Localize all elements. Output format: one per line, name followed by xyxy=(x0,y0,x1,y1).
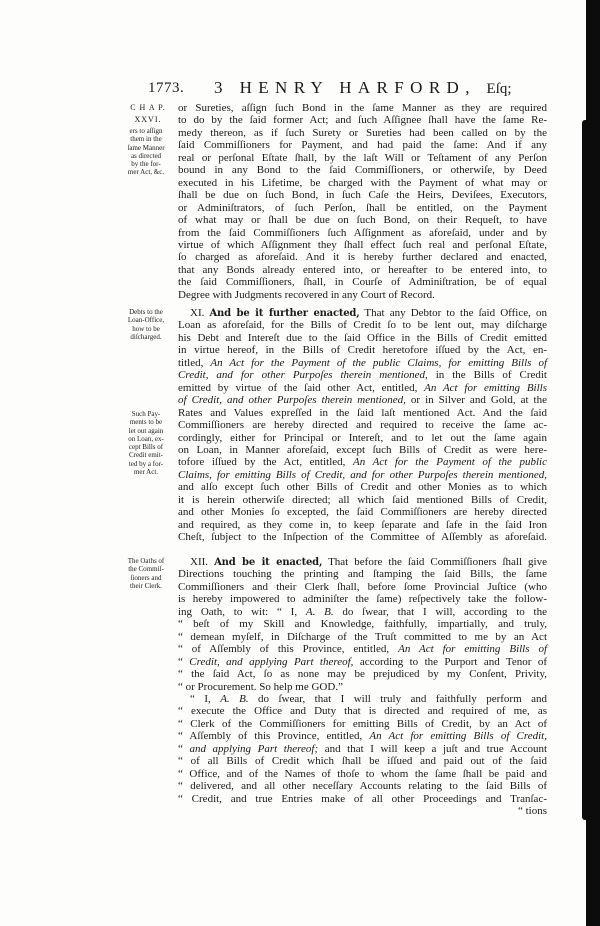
text-run: “ Clerk of the Commiſſioners for emitting Bills of Credit, by an Act of xyxy=(178,717,547,730)
margin-note-line: ſame Manner xyxy=(127,143,165,152)
text-run: ing Oath, to wit: “ I, xyxy=(178,605,306,618)
section-xii-line xyxy=(178,743,547,755)
section-xi-line xyxy=(178,369,547,381)
continuation-line xyxy=(178,276,547,288)
continuation-line xyxy=(178,164,547,176)
section-xii-line xyxy=(178,643,547,655)
page-year: 1773. xyxy=(148,80,185,96)
section-xi-line xyxy=(178,357,547,369)
margin-note-line: XXVI. xyxy=(134,115,162,124)
text-run: tofore iſſued by the Act, entitled, xyxy=(178,456,353,469)
text-run: “ execute the Office and Duty that is directed and required of me, as xyxy=(178,705,547,718)
scan-edge xyxy=(586,0,600,926)
continuation-line xyxy=(178,114,547,126)
text-run: “ tions xyxy=(517,805,547,817)
margin-note-line: Such Pay- xyxy=(131,410,161,418)
continuation-line xyxy=(178,202,547,214)
section-xi-line xyxy=(178,456,547,468)
italic-act-title: of Credit, and other Purpoſes therein mentioned, xyxy=(178,394,406,407)
italic-act-title: An Act for the Payment of the public Claims, for emitting Bills of xyxy=(210,356,547,369)
continuation-line xyxy=(178,127,547,139)
section-xii-line xyxy=(178,705,547,717)
section-xi-line xyxy=(178,506,547,518)
continuation-line xyxy=(178,227,547,239)
blackletter-enacting-clause: And be it enacted, xyxy=(214,557,323,568)
section-xii-line xyxy=(178,718,547,730)
blackletter-enacting-clause: And be it further enacted, xyxy=(209,308,360,319)
text-run: and required, as they come in, to keep ſeparate and ſafe in the ſaid Iron xyxy=(178,518,547,531)
text-run: and other Monies ſo excepted, the ſaid Commiſſioners are hereby directed xyxy=(178,506,547,519)
section-xii-line xyxy=(178,656,547,668)
section-xii-line xyxy=(178,606,547,618)
margin-note-line: ted by a for- xyxy=(128,459,164,468)
section-xii-line xyxy=(178,805,547,817)
section-xii-line xyxy=(178,581,547,593)
margin-note-line: The Oaths of xyxy=(127,557,165,565)
text-run: Rates and Values expreſſed in the ſaid laſt mentioned Act. And the ſaid xyxy=(178,406,547,419)
text-run: ſaid Commiſſioners for Payment, and had paid the ſame: And if any xyxy=(178,139,547,152)
margin-note-line: ers to aſſign xyxy=(129,127,163,135)
italic-act-title: Claims, for emitting Bills of Credit, and for other Purpoſes therein mentioned, xyxy=(178,468,547,481)
italic-act-title: An Act for emitting Bills xyxy=(424,381,547,394)
section-xi-line xyxy=(178,344,547,356)
section-xii-line xyxy=(178,793,547,805)
text-run: Directions touching the printing and ſtamping the ſaid Bills, the ſame xyxy=(178,568,547,581)
text-run: his Debt and Intereſt due to the ſaid Office in the Bills of Credit emitted xyxy=(178,331,547,344)
margin-note-line: them in the xyxy=(130,135,162,144)
margin-note-chapter xyxy=(118,102,178,126)
section-xii-line xyxy=(178,568,547,580)
section-xi-line xyxy=(178,319,547,331)
section-xii-line xyxy=(178,780,547,792)
text-run: in virtue hereof, in the Bills of Credit heretofore iſſued by the Act, en- xyxy=(178,344,547,357)
margin-note-line: ments to be xyxy=(129,418,163,427)
section-xii-line xyxy=(178,730,547,742)
text-run: Commiſſioners are hereby directed and required to receive the ſame ac- xyxy=(178,419,547,432)
text-run: real or perſonal Eſtate ſhall, by the laſt Will or Teſtament of any Perſon xyxy=(178,151,547,164)
margin-note-debts xyxy=(116,308,176,341)
text-run: XII. xyxy=(190,556,215,568)
section-xii-line xyxy=(178,593,547,605)
text-run: “ Office, and of the Names of thoſe to whom the ſame ſhall be paid and xyxy=(178,767,547,780)
text-run: or Sureties, aſſign ſuch Bond in the ſame Manner as they are required xyxy=(178,102,547,114)
continuation-line xyxy=(178,289,547,301)
section-xii-line xyxy=(178,768,547,780)
text-run: XI. xyxy=(190,307,210,319)
margin-note-assign xyxy=(116,127,176,177)
section-xi-line xyxy=(178,469,547,481)
text-run: “ demean myſelf, in Diſcharge of the Truſt committed to me by an Act xyxy=(178,630,547,643)
running-head xyxy=(214,78,514,98)
text-run: do ſwear, that I will truly and faithfully perform and xyxy=(248,692,547,705)
italic-act-title: and applying Part thereof; xyxy=(189,742,319,755)
text-run: “ xyxy=(178,655,190,668)
text-run: “ or Procurement. So help me GOD.” xyxy=(178,680,343,693)
text-run: medy thereon, as if ſuch Surety or Sureties had been called on by the xyxy=(178,126,547,139)
margin-note-line: C H A P. xyxy=(130,103,166,112)
italic-act-title: An Act for emitting Bills of xyxy=(398,643,547,656)
margin-note-payments xyxy=(116,410,176,476)
text-run: do ſwear, that I will, according to the xyxy=(333,605,547,618)
text-run: That before the ſaid Commiſſioners ſhall give xyxy=(322,556,547,568)
margin-note-line: mer Act, &c. xyxy=(127,168,165,177)
text-run: cordingly, either for Principal or Intereſt, and to let out the ſame again xyxy=(178,431,547,444)
italic-act-title: A. B. xyxy=(220,692,249,705)
continuation-line xyxy=(178,102,547,114)
margin-note-line: diſcharged. xyxy=(130,332,162,341)
section-xi-line xyxy=(178,494,547,506)
text-run: “ the ſaid Act, ſo as none may be prejudiced by my Conſent, Privity, xyxy=(178,668,547,681)
text-run: that any Bonds already entered into, or hereafter to be entered into, to xyxy=(178,263,547,276)
text-run: “ Credit, and true Entries make of all other Proceedings and Tranſac- xyxy=(178,792,547,805)
text-run: executed in his Lifetime, be charged with the Payment of what may or xyxy=(178,176,547,189)
text-run: it is herein otherwiſe directed; all which ſaid mentioned Bills of Credit, xyxy=(178,493,547,506)
section-xi-line xyxy=(178,444,547,456)
text-run: is hereby impowered to adminiſter the ſame) reſpectively take the follow- xyxy=(178,593,547,606)
section-xi-line xyxy=(178,419,547,431)
governor-title: Eſq; xyxy=(486,81,512,97)
text-run: emitted by virtue of the ſaid other Act, entitled, xyxy=(178,381,425,394)
section-xi-line xyxy=(178,394,547,406)
italic-act-title: A. B. xyxy=(305,605,334,618)
text-run: Commiſſioners and their Clerk ſhall, before ſome Provincial Juſtice (who xyxy=(178,580,547,593)
section-xi-line xyxy=(178,519,547,531)
text-run: “ xyxy=(178,742,190,755)
text-run: Degree with Judgments recovered in any Court of Record. xyxy=(178,288,435,301)
text-run: ſo charged as aforeſaid. And it is hereby further declared and enacted, xyxy=(178,251,547,264)
text-run: the ſaid Commiſſioners, ſhall, in Courſe of Adminiſtration, be of equal xyxy=(178,276,547,289)
continuation-line xyxy=(178,139,547,151)
continuation-line xyxy=(178,264,547,276)
text-run: “ Aſſembly of this Province, entitled, xyxy=(178,730,370,743)
italic-act-title: Credit, and applying Part thereof, xyxy=(189,655,354,668)
text-run: from the ſaid Commiſſioners ſuch Aſſignment as aforeſaid, under and by xyxy=(178,226,547,239)
continuation-line xyxy=(178,239,547,251)
margin-note-line: their Clerk. xyxy=(130,581,162,590)
text-run: and that I will keep a juſt and true Account xyxy=(318,742,548,755)
section-xi-line xyxy=(178,531,547,543)
margin-note-line: how to be xyxy=(132,324,160,333)
margin-note-line: mer Act. xyxy=(133,468,159,477)
section-xii-line xyxy=(190,693,547,705)
continuation-line xyxy=(178,189,547,201)
text-run: Cheſt, ſubject to the Inſpection of the Committee of Aſſembly as aforeſaid. xyxy=(178,531,547,544)
text-run: Loan as aforeſaid, for the Bills of Credit ſo to be lent out, may diſcharge xyxy=(178,319,547,332)
text-run: virtue of which Aſſignment they ſhall effect ſuch real and perſonal Eſtate, xyxy=(178,238,547,251)
section-xii-line xyxy=(178,618,547,630)
italic-act-title: An Act for emitting Bills of Credit, xyxy=(369,730,547,743)
governor-name: HENRY HARFORD, xyxy=(239,78,476,97)
margin-note-oaths xyxy=(116,557,176,590)
text-run: and alſo except ſuch other Bills of Credit and other Monies as to which xyxy=(178,481,547,494)
continuation-line xyxy=(178,251,547,263)
margin-note-line: the Commiſ- xyxy=(128,565,164,574)
margin-note-line: let out again xyxy=(128,426,164,435)
text-run: That any Debtor to the ſaid Office, on xyxy=(359,307,547,319)
text-run: or Adminiſtrators, of ſuch Perſon, ſhall be entitled, on the Payment xyxy=(178,201,547,214)
text-run: of what may or ſhall be due on ſuch Bond, on their Requeſt, to have xyxy=(178,214,547,227)
margin-note-line: by the for- xyxy=(131,160,161,169)
regnal-year: 3 xyxy=(214,78,229,97)
section-xii-line xyxy=(178,631,547,643)
italic-act-title: Credit, and for other Purpoſes therein mentioned, xyxy=(178,369,428,382)
text-run: bound in any Bond to the ſaid Commiſſioners, or otherwiſe, by Deed xyxy=(178,164,547,177)
text-run: or in Silver and Gold, at the xyxy=(405,394,547,407)
section-xii-line xyxy=(178,681,547,693)
continuation-line xyxy=(178,152,547,164)
text-run: “ delivered, and all other neceſſary Accounts relating to the ſaid Bills of xyxy=(178,780,547,793)
margin-note-line: on Loan, ex- xyxy=(128,434,164,443)
text-run: “ I, xyxy=(190,692,221,705)
continuation-line xyxy=(178,214,547,226)
section-xii-line xyxy=(178,668,547,680)
margin-note-line: cept Bills of xyxy=(128,443,164,452)
italic-act-title: An Act for the Payment of the public xyxy=(353,456,547,469)
text-run: “ of all Bills of Credit which ſhall be iſſued and paid out of the ſaid xyxy=(178,755,547,768)
scan-edge-shadow xyxy=(582,120,588,820)
margin-note-line: Debts to the xyxy=(129,308,163,316)
section-xi-line xyxy=(178,432,547,444)
text-run: “ beſt of my Skill and Knowledge, faithfully, impartially, and truly, xyxy=(178,618,547,631)
text-run: ſhall be due on ſuch Bond, in ſuch Caſe the Heirs, Deviſees, Executors, xyxy=(178,189,547,202)
text-run: on Loan, in Manner aforeſaid, except ſuch Bills of Credit as were here- xyxy=(178,443,547,456)
text-run: to do by the ſaid former Act; and ſuch Aſſignee ſhall have the ſame Re- xyxy=(178,114,547,127)
section-xi-line xyxy=(178,332,547,344)
section-xi-line xyxy=(178,481,547,493)
text-run: titled, xyxy=(178,356,211,369)
margin-note-line: Credit emit- xyxy=(128,451,164,460)
margin-note-line: Loan-Office, xyxy=(127,316,165,325)
section-xi-line xyxy=(178,407,547,419)
section-xii-line xyxy=(190,556,547,568)
margin-note-line: as directed xyxy=(130,151,162,160)
text-run: in the Bills of Credit xyxy=(427,369,547,382)
margin-note-line: ſioners and xyxy=(130,573,162,582)
text-run: “ of Aſſembly of this Province, entitled, xyxy=(178,643,399,656)
text-run: according to the Purport and Tenor of xyxy=(353,655,547,668)
section-xi-line xyxy=(178,382,547,394)
section-xii-line xyxy=(178,755,547,767)
section-xi-line xyxy=(190,307,547,319)
continuation-line xyxy=(178,177,547,189)
